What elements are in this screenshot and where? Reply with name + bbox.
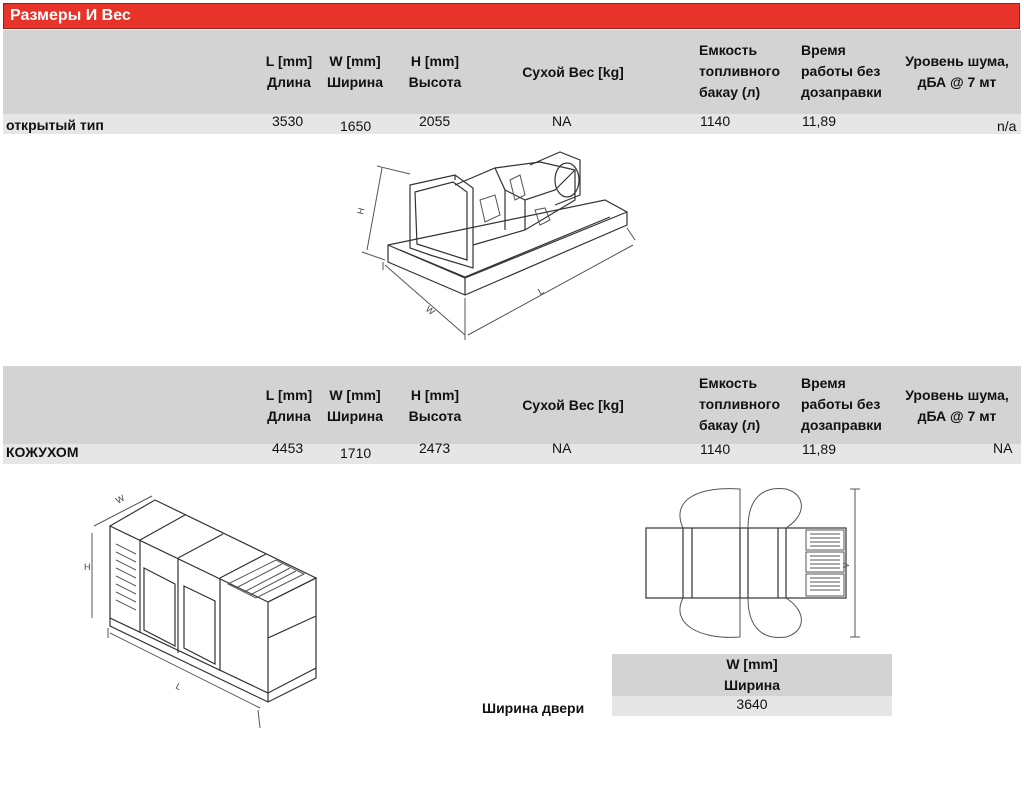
open-fuel: 1140 [700,113,731,129]
canopy-l-label: L [174,680,184,693]
row-label-open: открытый тип [6,117,104,133]
top-v-label: V [842,562,851,568]
canopy-width: 1710 [340,445,372,461]
col-height: H [mm] Высота [408,53,462,90]
open-width: 1650 [340,118,372,134]
col-width-2: W [mm] Ширина [326,387,384,424]
table-row-open [3,114,1021,134]
col-noise-2: Уровень шума, дБА @ 7 мт [905,387,1009,424]
table-header-canopy [3,366,1021,444]
canopy-length: 4453 [272,440,304,456]
open-h-label: H [355,206,367,216]
col-dry-weight: Сухой Вес [kg] [522,64,624,80]
col-width: W [mm] Ширина [326,53,384,90]
col-length: L [mm] Длина [265,53,313,90]
col-fuel: Емкость топливного бакау (л) [699,42,780,100]
table-header-open [3,30,1021,114]
open-dry-weight: NA [552,113,572,129]
open-genset-drawing [355,140,645,345]
open-runtime: 11,89 [802,113,836,129]
col-dry-weight-2: Сухой Вес [kg] [522,397,624,413]
canopy-runtime: 11,89 [802,441,836,457]
col-runtime: Время работы без дозаправки [801,42,882,100]
door-table-row [612,696,892,716]
door-col-width: W [mm] Ширина [723,656,781,693]
open-l-label: L [536,285,546,297]
door-table-header [612,654,892,696]
canopy-top-view-drawing [640,484,865,642]
col-length-2: L [mm] Длина [265,387,313,424]
row-label-canopy: КОЖУХОМ [6,444,79,460]
col-height-2: H [mm] Высота [408,387,462,424]
canopy-fuel: 1140 [700,441,731,457]
col-fuel-2: Емкость топливного бакау (л) [699,375,780,433]
section-title-bar [3,3,1020,29]
open-w-label: W [423,303,437,317]
table-row-canopy [3,440,1021,464]
canopy-h-label: H [84,562,91,572]
col-noise: Уровень шума, дБА @ 7 мт [905,53,1009,90]
canopy-noise: NA [993,440,1013,456]
open-noise: n/a [997,118,1017,134]
col-runtime-2: Время работы без дозаправки [801,375,882,433]
canopy-w-label: W [114,492,127,506]
canopy-genset-drawing [80,488,325,733]
door-width-value: 3640 [736,696,768,712]
open-length: 3530 [272,113,304,129]
canopy-height: 2473 [419,440,451,456]
door-width-label: Ширина двери [482,700,585,716]
open-height: 2055 [419,113,451,129]
section-title: Размеры И Вес [10,7,131,24]
canopy-dry-weight: NA [552,440,572,456]
